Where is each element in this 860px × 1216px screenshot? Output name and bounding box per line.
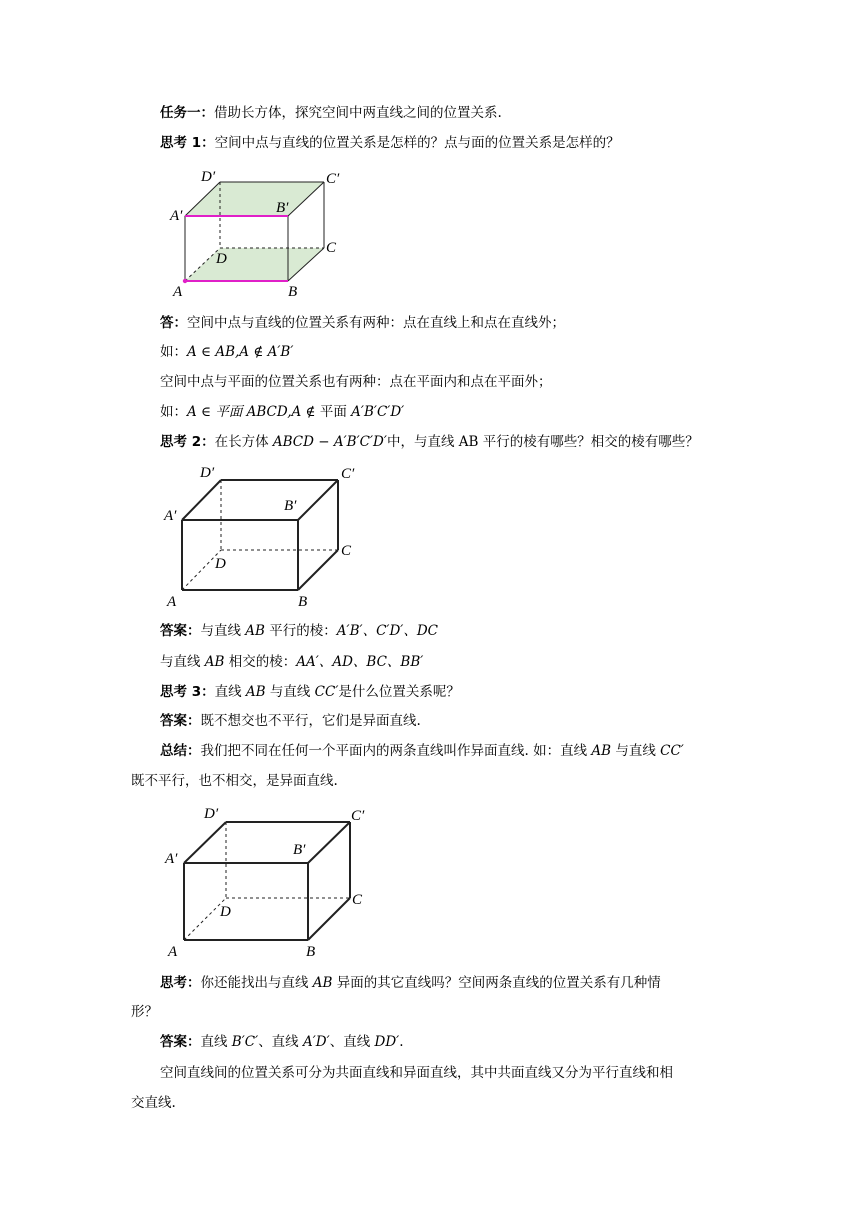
ans1-line4 bbox=[160, 403, 404, 421]
label-C: C bbox=[341, 543, 352, 559]
edge-ApDp bbox=[182, 480, 221, 520]
ans1-plane-text: 空间中点与平面的位置关系也有两种：点在平面内和点在平面外； bbox=[160, 374, 552, 390]
label-D: D bbox=[215, 556, 226, 572]
label-Cp: C′ bbox=[351, 808, 365, 824]
label-C: C bbox=[352, 892, 363, 908]
label-Cp: C′ bbox=[326, 171, 340, 187]
think2-text-2: 中，与直线 AB 平行的棱有哪些？相交的棱有哪些？ bbox=[386, 434, 699, 450]
ans1-line2 bbox=[160, 343, 293, 361]
ans4-line bbox=[160, 1033, 404, 1051]
label-Dp: D′ bbox=[200, 465, 215, 481]
think3-text-2: 与直线 bbox=[265, 684, 315, 700]
cuboid-figure-2 bbox=[160, 460, 360, 610]
think4-line1 bbox=[160, 974, 661, 992]
label-A: A bbox=[173, 284, 183, 300]
label-D: D bbox=[216, 251, 227, 267]
ans4-math-2: A′D′ bbox=[302, 1034, 330, 1050]
ans4-heading: 答案： bbox=[160, 1034, 201, 1050]
ans1-plane-math-d: A′B′C′D′ bbox=[351, 404, 405, 420]
label-A: A bbox=[168, 944, 178, 960]
bottom-face-shade bbox=[185, 248, 324, 281]
ans1-plane-word: 平面 bbox=[319, 404, 352, 420]
think4-text-3: 形？ bbox=[131, 1004, 158, 1020]
ans4-text-2: 、直线 bbox=[258, 1034, 303, 1050]
summary-text-1: 我们把不同在任何一个平面内的两条直线叫作异面直线. 如：直线 bbox=[200, 743, 592, 759]
ans1-heading: 答： bbox=[160, 315, 187, 331]
ans2-heading: 答案： bbox=[160, 623, 201, 639]
cuboid-figure-3 bbox=[160, 800, 370, 960]
label-Ap: A′ bbox=[164, 508, 177, 524]
ans1-plane-math-b: ABCD,A ∉ bbox=[246, 404, 320, 420]
label-Cp: C′ bbox=[341, 466, 355, 482]
think2-text-1: 在长方体 bbox=[214, 434, 273, 450]
ans2-l2-text-1: 与直线 bbox=[160, 654, 205, 670]
label-Bp: B′ bbox=[293, 842, 306, 858]
ans1-line1 bbox=[160, 314, 565, 332]
task1-text: 借助长方体，探究空间中两直线之间的位置关系. bbox=[214, 105, 502, 121]
label-B: B bbox=[288, 284, 298, 300]
think1-line bbox=[160, 134, 620, 152]
top-face-shade bbox=[185, 182, 324, 216]
ans3-text: 既不想交也不平行，它们是异面直线. bbox=[200, 713, 421, 729]
point-A-dot bbox=[183, 279, 187, 283]
ans1-plane-math-a: A ∈ 平面 bbox=[187, 404, 247, 420]
think3-math-2: CC′ bbox=[314, 684, 339, 700]
label-Dp: D′ bbox=[201, 169, 216, 185]
edge-BC bbox=[308, 898, 350, 940]
task1-heading: 任务一： bbox=[160, 105, 214, 121]
ans3-heading: 答案： bbox=[160, 713, 201, 729]
summary-line1 bbox=[160, 742, 684, 760]
ans2-text-2: 平行的棱： bbox=[264, 623, 337, 639]
ans1-text: 空间中点与直线的位置关系有两种：点在直线上和点在直线外； bbox=[187, 315, 565, 331]
ans2-l2-text-2: 相交的棱： bbox=[224, 654, 297, 670]
ans4-math-3: DD′ bbox=[374, 1034, 400, 1050]
conclusion-text-2: 交直线. bbox=[131, 1095, 176, 1111]
think4-line2 bbox=[131, 1003, 158, 1021]
label-A: A bbox=[167, 594, 177, 610]
summary-text-3: 既不平行，也不相交，是异面直线. bbox=[131, 773, 338, 789]
ans4-math-1: B′C′ bbox=[231, 1034, 259, 1050]
cuboid-figure-1 bbox=[168, 166, 348, 302]
ans2-math-1: AB bbox=[245, 623, 265, 639]
conclusion-text-1: 空间直线间的位置关系可分为共面直线和异面直线，其中共面直线又分为平行直线和相 bbox=[160, 1065, 673, 1081]
ans1-plane-prefix: 如： bbox=[160, 404, 187, 420]
ans1-example-math: A ∈ AB,A ∉ A′B′ bbox=[187, 344, 294, 360]
label-Bp: B′ bbox=[284, 498, 297, 514]
label-B: B bbox=[306, 944, 316, 960]
ans2-line2 bbox=[160, 653, 423, 671]
label-Dp: D′ bbox=[204, 806, 219, 822]
label-Ap: A′ bbox=[165, 851, 178, 867]
think2-line bbox=[160, 433, 699, 451]
ans1-example-prefix: 如： bbox=[160, 344, 187, 360]
label-Bp: B′ bbox=[276, 200, 289, 216]
think2-math: ABCD − A′B′C′D′ bbox=[272, 434, 387, 450]
label-D: D bbox=[220, 904, 231, 920]
summary-math-2: CC′ bbox=[660, 743, 684, 759]
ans4-text-1: 直线 bbox=[200, 1034, 232, 1050]
summary-text-2: 与直线 bbox=[611, 743, 661, 759]
edge-BC bbox=[298, 550, 338, 590]
think1-heading: 思考 1： bbox=[160, 135, 215, 151]
summary-heading: 总结： bbox=[160, 743, 201, 759]
conclusion-line2 bbox=[131, 1094, 176, 1112]
ans2-text-1: 与直线 bbox=[200, 623, 246, 639]
think3-text-1: 直线 bbox=[214, 684, 246, 700]
ans2-parallel-edges: A′B′、C′D′、DC bbox=[336, 623, 439, 639]
ans2-line1 bbox=[160, 622, 438, 640]
think2-heading: 思考 2： bbox=[160, 434, 215, 450]
label-C: C bbox=[326, 240, 337, 256]
think4-heading: 思考： bbox=[160, 975, 201, 991]
summary-line2 bbox=[131, 772, 338, 790]
edge-BpCp bbox=[308, 822, 350, 863]
task1-line bbox=[160, 104, 502, 122]
ans2-intersecting-edges: AA′、AD、BC、BB′ bbox=[296, 654, 424, 670]
think4-text-2: 异面的其它直线吗？空间两条直线的位置关系有几种情 bbox=[332, 975, 661, 991]
think1-text: 空间中点与直线的位置关系是怎样的？点与面的位置关系是怎样的？ bbox=[214, 135, 620, 151]
ans3-line bbox=[160, 712, 421, 730]
think4-math-1: AB bbox=[312, 975, 333, 991]
label-B: B bbox=[298, 594, 308, 610]
conclusion-line1 bbox=[160, 1064, 673, 1082]
label-Ap: A′ bbox=[170, 208, 183, 224]
think3-line bbox=[160, 683, 460, 701]
think3-math-1: AB bbox=[245, 684, 266, 700]
think4-text-1: 你还能找出与直线 bbox=[200, 975, 313, 991]
think3-text-3: 是什么位置关系呢？ bbox=[338, 684, 460, 700]
edge-ApDp bbox=[184, 822, 226, 863]
ans1-line3 bbox=[160, 373, 552, 391]
ans4-text-4: . bbox=[399, 1034, 404, 1050]
ans2-l2-math-1: AB bbox=[204, 654, 225, 670]
ans4-text-3: 、直线 bbox=[329, 1034, 375, 1050]
edge-BpCp bbox=[298, 480, 338, 520]
think3-heading: 思考 3： bbox=[160, 684, 215, 700]
summary-math-1: AB bbox=[591, 743, 612, 759]
